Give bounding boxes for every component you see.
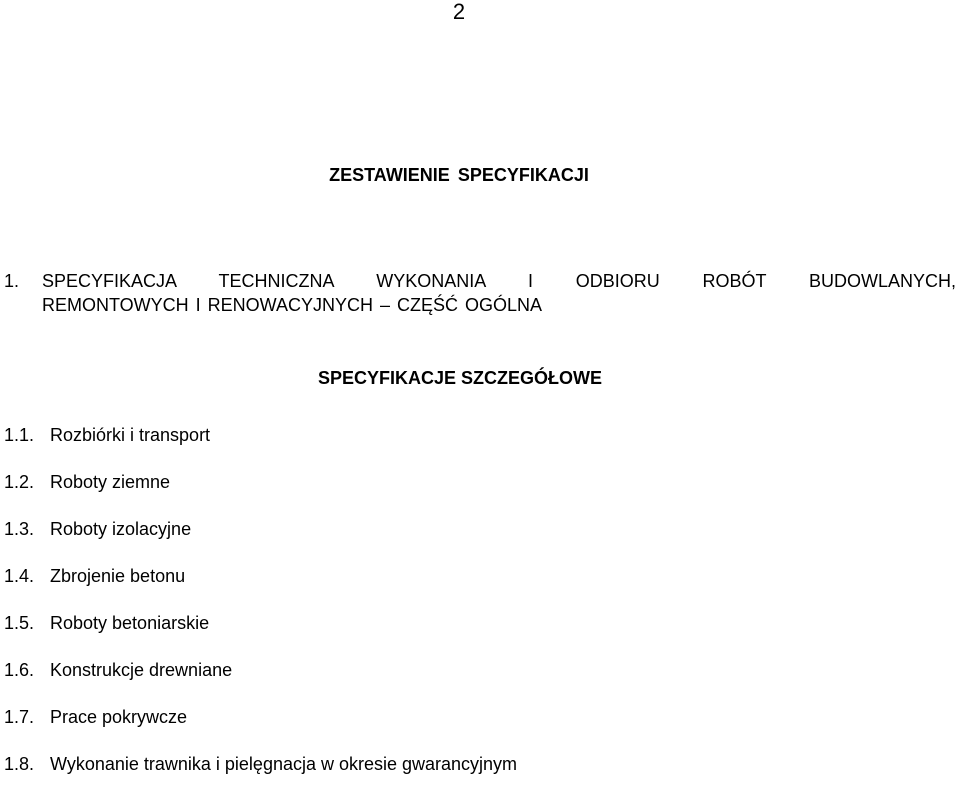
item-number: 1.7.: [4, 707, 35, 727]
list-item: [4, 425, 517, 472]
item-number: 1.1.: [4, 425, 35, 445]
item-number: 1.8.: [4, 754, 35, 774]
item-label: Prace pokrywcze: [50, 707, 188, 727]
item-label: Wykonanie trawnika i pielęgnacja w okresie gwarancyjnym: [50, 754, 518, 774]
item-label: Konstrukcje drewniane: [50, 660, 233, 680]
item-number: 1.2.: [4, 472, 35, 492]
page-number: 2: [452, 0, 466, 24]
item-label: Roboty betoniarskie: [50, 613, 210, 633]
item-number: 1.4.: [4, 566, 35, 586]
list-item: [4, 707, 517, 754]
section-heading-line1: [4, 271, 956, 292]
list-item: [4, 754, 517, 801]
list-item: [4, 613, 517, 660]
item-number: 1.6.: [4, 660, 35, 680]
specification-list: [4, 425, 517, 801]
item-label: Roboty ziemne: [50, 472, 171, 492]
list-item: [4, 660, 517, 707]
subsection-title: SPECYFIKACJE SZCZEGÓŁOWE: [318, 368, 603, 388]
item-number: 1.3.: [4, 519, 35, 539]
list-item: [4, 566, 517, 613]
item-number: 1.5.: [4, 613, 35, 633]
section-heading-line2: REMONTOWYCH I RENOWACYJNYCH – CZĘŚĆ OGÓLNA: [42, 295, 543, 315]
item-label: Roboty izolacyjne: [50, 519, 192, 539]
section-heading-text: SPECYFIKACJA TECHNICZNA WYKONANIA I ODBIORU ROBÓT BUDOWLANYCH,: [42, 271, 956, 291]
item-label: Zbrojenie betonu: [50, 566, 186, 586]
list-item: [4, 472, 517, 519]
item-label: Rozbiórki i transport: [50, 425, 211, 445]
section-number: 1.: [4, 271, 20, 291]
document-title: ZESTAWIENIE SPECYFIKACJI: [329, 165, 589, 185]
list-item: [4, 519, 517, 566]
